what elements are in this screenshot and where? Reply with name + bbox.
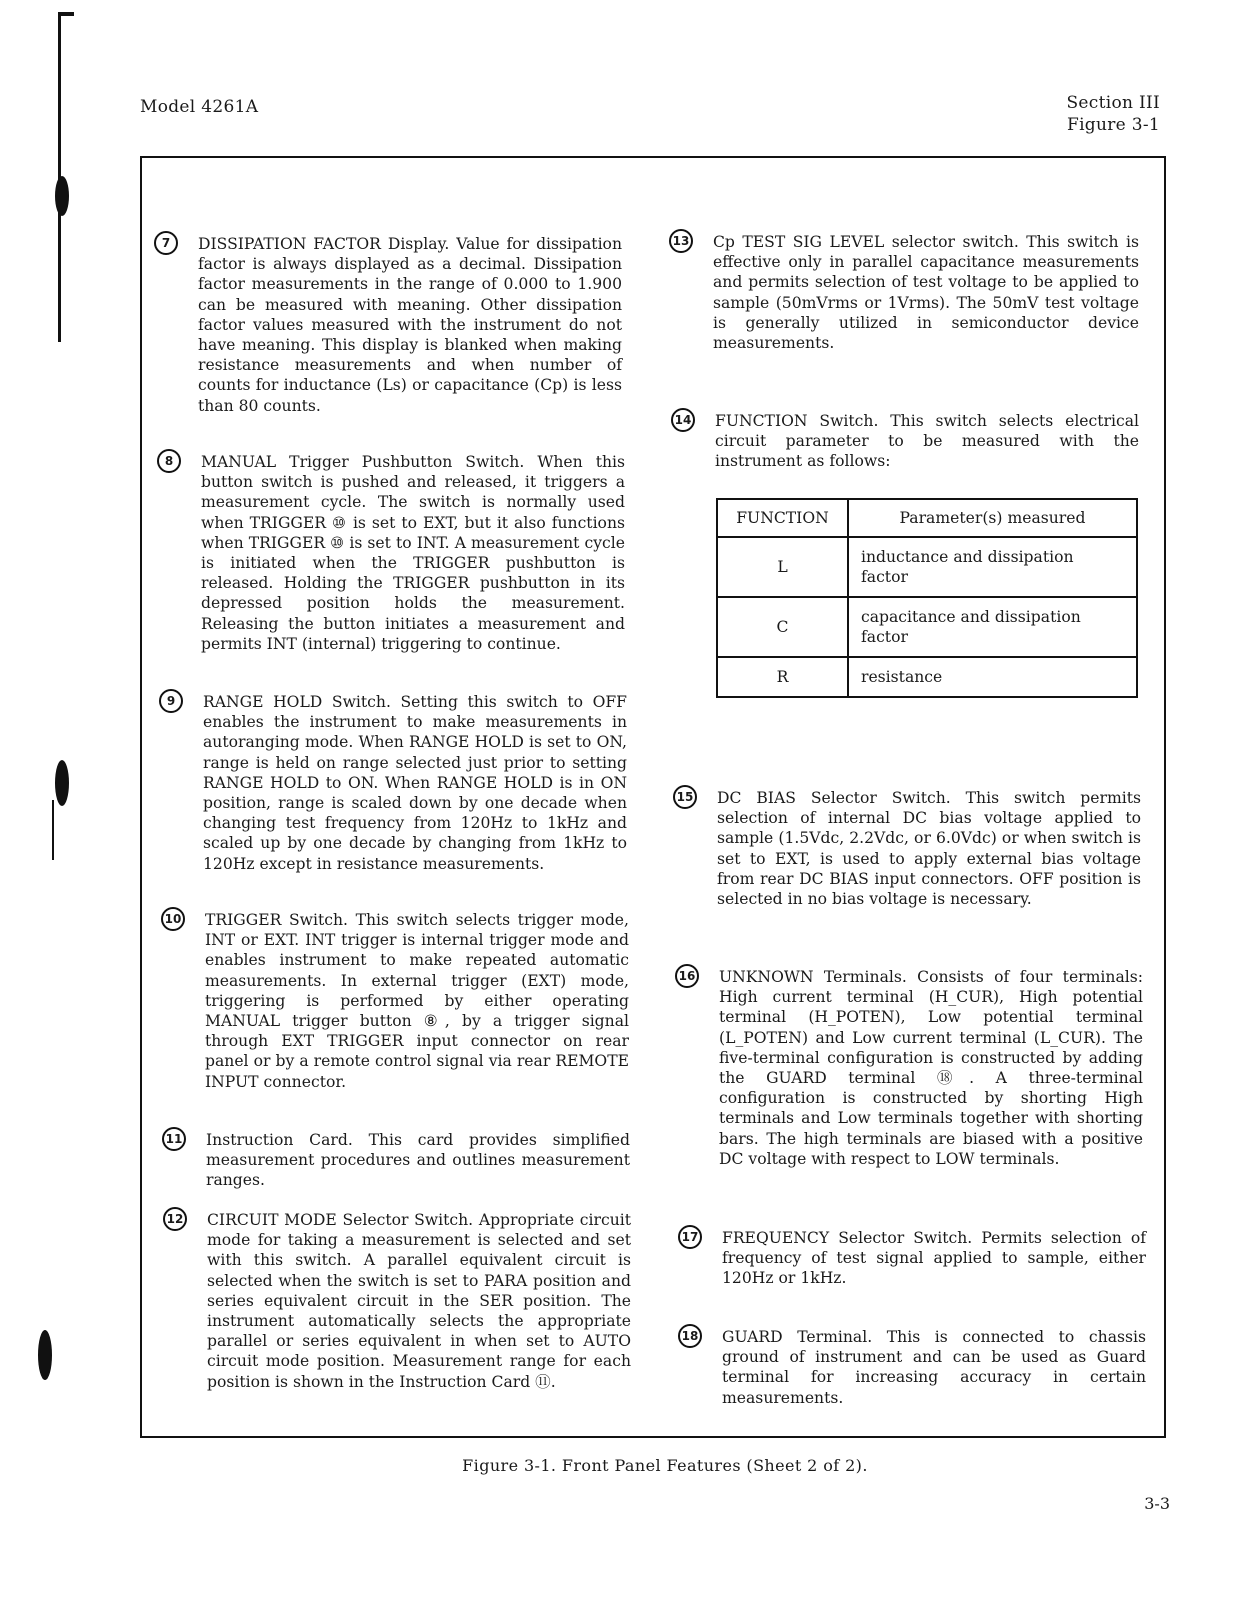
section-label: Section III <box>1066 93 1160 113</box>
item-10-text: TRIGGER Switch. This switch selects trigger mode, INT or EXT. INT trigger is internal trigger mode and enables instrument to make repeated automatic measurements. In external trigger (EXT) mode, triggering is performed by either operating MANUAL trigger button ⑧, by a trigger signal through EXT TRIGGER input connector on rear panel or by a remote control signal via rear REMOTE INPUT connector. <box>205 911 629 1091</box>
item-9 <box>166 692 627 874</box>
item-10 <box>164 910 629 1092</box>
table-row <box>717 657 1137 697</box>
scan-artifact-line <box>52 800 54 860</box>
section-header <box>1066 92 1160 136</box>
item-7 <box>161 234 622 416</box>
callout-8-icon: 8 <box>157 449 181 473</box>
item-17 <box>681 1228 1146 1289</box>
item-16 <box>678 967 1143 1169</box>
callout-7-icon: 7 <box>154 231 178 255</box>
function-table <box>716 498 1138 698</box>
item-15-text: DC BIAS Selector Switch. This switch permits selection of internal DC bias voltage applied to sample (1.5Vdc, 2.2Vdc, or 6.0Vdc) or when switch is set to EXT, is used to apply external bias voltage from rear DC BIAS input connectors. OFF position is selected in no bias voltage is necessary. <box>717 789 1141 909</box>
table-cell-parameters: capacitance and dissipation factor <box>848 597 1137 657</box>
page-number: 3-3 <box>1144 1494 1170 1513</box>
item-8 <box>164 452 625 654</box>
item-7-text: DISSIPATION FACTOR Display. Value for dissipation factor is always displayed as a decimal. Dissipation factor measurements in the range of 0.000 to 1.900 can be measured with meaning. Other dissipation factor values measured with the instrument do not have meaning. This display is blanked when making resistance measurements and when number of counts for inductance (Ls) or capacitance (Cp) is less than 80 counts. <box>198 235 622 415</box>
item-8-text: MANUAL Trigger Pushbutton Switch. When this button switch is pushed and released, it triggers a measurement cycle. The switch is normally used when TRIGGER ⑩ is set to EXT, but it also functions when TRIGGER ⑩ is set to INT. A measurement cycle is initiated when the TRIGGER pushbutton is released. Holding the TRIGGER pushbutton in its depressed position holds the measurement. Releasing the button initiates a measurement and permits INT (internal) triggering to continue. <box>201 453 625 653</box>
figure-label: Figure 3-1 <box>1066 115 1160 135</box>
callout-11-icon: 11 <box>162 1127 186 1151</box>
item-11-text: Instruction Card. This card provides simplified measurement procedures and outlines measurement ranges. <box>206 1131 630 1190</box>
scan-artifact-tick <box>58 12 74 16</box>
callout-15-icon: 15 <box>673 785 697 809</box>
table-row <box>717 537 1137 597</box>
item-11 <box>165 1130 630 1191</box>
item-12 <box>166 1210 631 1392</box>
callout-18-icon: 18 <box>678 1324 702 1348</box>
table-header-parameters: Parameter(s) measured <box>848 499 1137 537</box>
table-row <box>717 597 1137 657</box>
callout-9-icon: 9 <box>159 689 183 713</box>
callout-12-icon: 12 <box>163 1207 187 1231</box>
scan-artifact-blob3 <box>38 1330 52 1380</box>
item-13 <box>672 232 1139 353</box>
callout-13-icon: 13 <box>669 229 693 253</box>
figure-caption: Figure 3-1. Front Panel Features (Sheet 2 of 2). <box>462 1456 868 1475</box>
callout-16-icon: 16 <box>675 964 699 988</box>
model-header: Model 4261A <box>140 97 259 117</box>
item-14 <box>674 411 1139 472</box>
item-14-text: FUNCTION Switch. This switch selects electrical circuit parameter to be measured with the instrument as follows: <box>715 412 1139 471</box>
item-16-text: UNKNOWN Terminals. Consists of four terminals: High current terminal (H_CUR), High potential terminal (H_POTEN), Low potential terminal (L_POTEN) and Low current terminal (L_CUR). The five-terminal configuration is constructed by adding the GUARD terminal ⑱. A three-terminal configuration is constructed by shorting High terminals and Low terminals together with shorting bars. The high terminals are biased with a positive DC voltage with respect to LOW terminals. <box>719 968 1143 1168</box>
table-cell-parameters: resistance <box>848 657 1137 697</box>
item-18 <box>681 1327 1146 1408</box>
table-cell-parameters: inductance and dissipation factor <box>848 537 1137 597</box>
table-cell-function: R <box>717 657 848 697</box>
item-15 <box>676 788 1141 909</box>
table-header-function: FUNCTION <box>717 499 848 537</box>
item-9-text: RANGE HOLD Switch. Setting this switch to OFF enables the instrument to make measurements in autoranging mode. When RANGE HOLD is set to ON, range is held on range selected just prior to setting RANGE HOLD to ON. When RANGE HOLD is in ON position, range is scaled down by one decade when changing test frequency from 120Hz to 1kHz and scaled up by one decade by changing from 1kHz to 120Hz except in resistance measurements. <box>203 693 627 873</box>
scan-artifact-blob2 <box>55 760 69 806</box>
table-header-row <box>717 499 1137 537</box>
item-12-text: CIRCUIT MODE Selector Switch. Appropriate circuit mode for taking a measurement is selected and set with this switch. A parallel equivalent circuit is selected when the switch is set to PARA position and series equivalent circuit in the SER position. The instrument automatically selects the appropriate parallel or series equivalent in when set to AUTO circuit mode position. Measurement range for each position is shown in the Instruction Card ⑪. <box>207 1211 631 1391</box>
scan-artifact-blob1 <box>55 176 69 216</box>
item-13-text: Cp TEST SIG LEVEL selector switch. This switch is effective only in parallel capacitance measurements and permits selection of test voltage to be applied to sample (50mVrms or 1Vrms). The 50mV test voltage is generally utilized in semiconductor device measurements. <box>713 233 1139 353</box>
table-cell-function: C <box>717 597 848 657</box>
callout-14-icon: 14 <box>671 408 695 432</box>
item-18-text: GUARD Terminal. This is connected to chassis ground of instrument and can be used as Guard terminal for increasing accuracy in certain measurements. <box>722 1328 1146 1407</box>
callout-10-icon: 10 <box>161 907 185 931</box>
table-cell-function: L <box>717 537 848 597</box>
callout-17-icon: 17 <box>678 1225 702 1249</box>
item-17-text: FREQUENCY Selector Switch. Permits selection of frequency of test signal applied to sample, either 120Hz or 1kHz. <box>722 1229 1146 1288</box>
